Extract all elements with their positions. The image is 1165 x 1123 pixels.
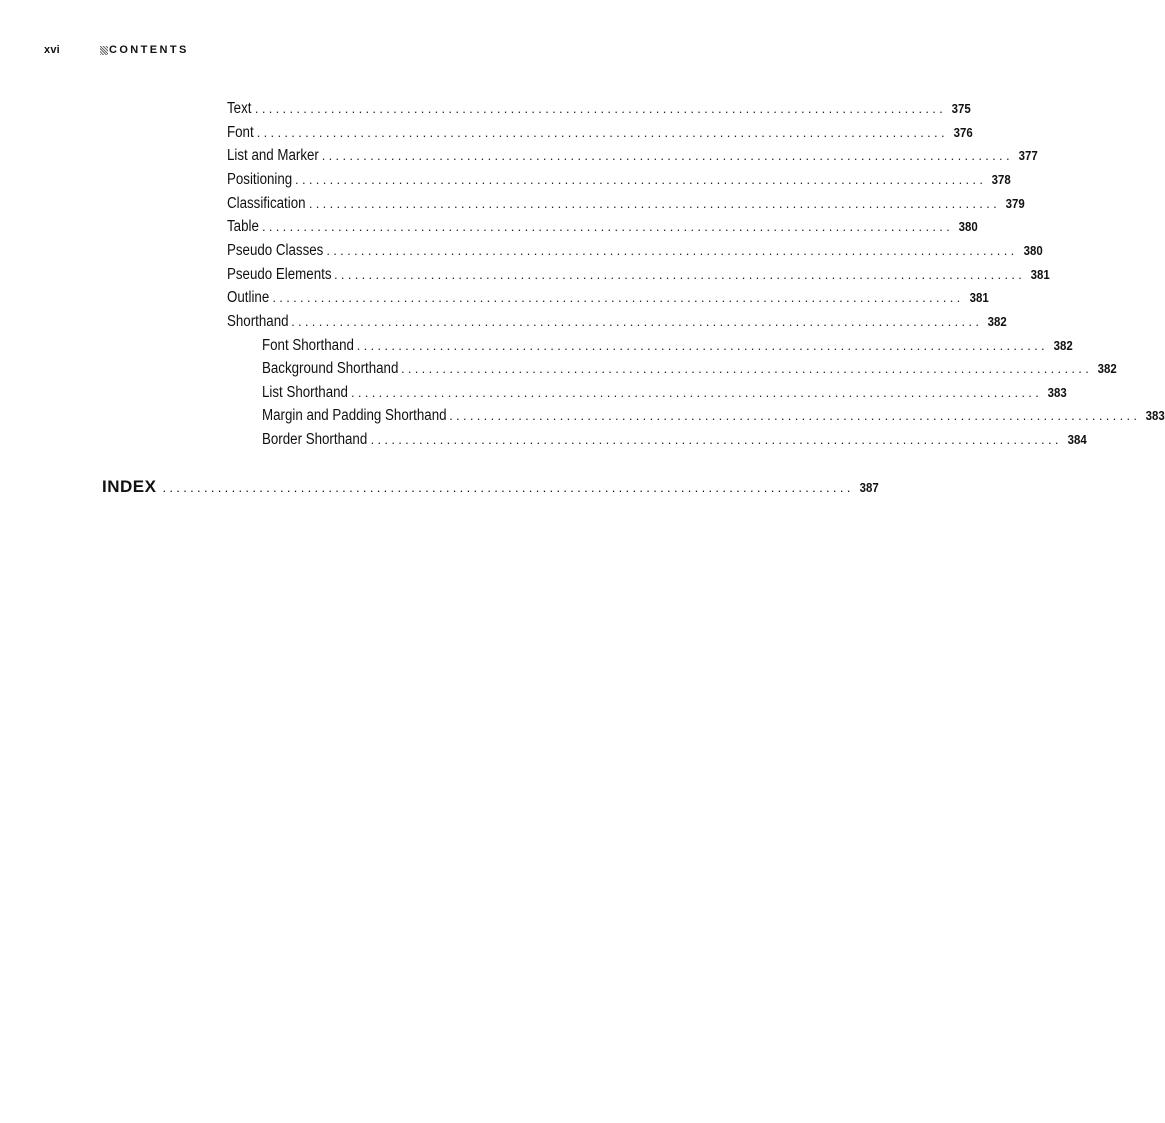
dot-leader: ....................................................................................................	[308, 195, 1001, 211]
toc-entry-title: List and Marker	[227, 147, 319, 165]
toc-entry[interactable]	[227, 215, 978, 239]
toc-entry-title: Pseudo Elements	[227, 265, 332, 283]
toc-entry[interactable]	[227, 168, 1011, 192]
dot-leader: ....................................................................................................	[334, 266, 1026, 282]
toc-entry[interactable]	[227, 286, 989, 310]
dot-leader: ....................................................................................................	[291, 313, 983, 329]
page-number: xvi	[44, 44, 60, 56]
dot-leader: ....................................................................................................	[295, 171, 987, 187]
toc-entry-page: 387	[859, 480, 879, 495]
toc-entry-title: Table	[227, 218, 259, 236]
toc-entry[interactable]	[262, 357, 1117, 381]
page-header	[44, 43, 189, 57]
toc-entry-title: Margin and Padding Shorthand	[262, 407, 447, 425]
toc-entry-page: 375	[951, 101, 971, 116]
toc-entry[interactable]	[227, 144, 1038, 168]
toc-entry-index[interactable]	[100, 477, 879, 503]
toc-entry[interactable]	[262, 334, 1073, 358]
toc-entry[interactable]	[262, 381, 1067, 405]
toc-entry-page: 380	[958, 219, 978, 235]
toc-entry-title: Shorthand	[227, 312, 289, 330]
dot-leader: ....................................................................................................	[256, 124, 948, 140]
toc-entry-title: Border Shorthand	[262, 431, 368, 449]
toc-entry-page: 376	[953, 124, 973, 140]
toc-entry-title: Outline	[227, 289, 270, 307]
toc-entry[interactable]	[262, 404, 1165, 428]
toc-entry-title: Pseudo Classes	[227, 241, 324, 259]
dot-leader: ....................................................................................................	[261, 219, 954, 235]
toc-entry[interactable]	[227, 97, 971, 121]
dot-leader: ....................................................................................................	[449, 408, 1141, 424]
toc-entry-page: 378	[991, 171, 1011, 187]
toc-entry-title: Background Shorthand	[262, 360, 399, 378]
toc-entry[interactable]	[227, 239, 1043, 263]
toc-entry-title: Classification	[227, 194, 306, 212]
toc-entry-page: 379	[1005, 195, 1025, 211]
toc-entry-title: Text	[227, 100, 252, 117]
toc-entry-page: 384	[1067, 432, 1087, 448]
section-marker-icon	[100, 46, 108, 55]
toc-entry-page: 382	[987, 313, 1007, 329]
toc-entry[interactable]	[227, 310, 1007, 334]
toc-entry[interactable]	[227, 263, 1050, 287]
dot-leader: ....................................................................................................	[162, 480, 854, 495]
toc-entry[interactable]	[262, 428, 1087, 452]
toc-entry[interactable]	[227, 192, 1025, 216]
toc-entry-title: List Shorthand	[262, 383, 348, 401]
toc-entry-page: 383	[1047, 384, 1067, 400]
toc-entry-title: Positioning	[227, 170, 293, 188]
toc-entry-title: INDEX	[102, 477, 157, 496]
running-title: CONTENTS	[109, 44, 189, 56]
toc-entry-page: 377	[1018, 148, 1038, 164]
dot-leader: ....................................................................................................	[350, 384, 1043, 400]
toc-entry-page: 383	[1145, 408, 1165, 424]
toc-entry-title: Font	[227, 123, 254, 141]
dot-leader: ....................................................................................................	[400, 361, 1093, 377]
dot-leader: ....................................................................................................	[321, 148, 1013, 164]
dot-leader: ....................................................................................................	[370, 432, 1062, 448]
dot-leader: ....................................................................................................	[254, 101, 947, 116]
toc-entry-page: 380	[1023, 242, 1043, 258]
toc-entry-page: 382	[1053, 337, 1073, 353]
dot-leader: ....................................................................................................	[272, 290, 964, 306]
toc-entry-page: 382	[1097, 361, 1117, 377]
toc-entry[interactable]	[227, 121, 973, 145]
dot-leader: ....................................................................................................	[356, 337, 1048, 353]
toc-entry-page: 381	[969, 290, 989, 306]
dot-leader: ....................................................................................................	[326, 242, 1018, 258]
toc-entry-title: Font Shorthand	[262, 336, 354, 354]
toc-entry-page: 381	[1030, 266, 1050, 282]
